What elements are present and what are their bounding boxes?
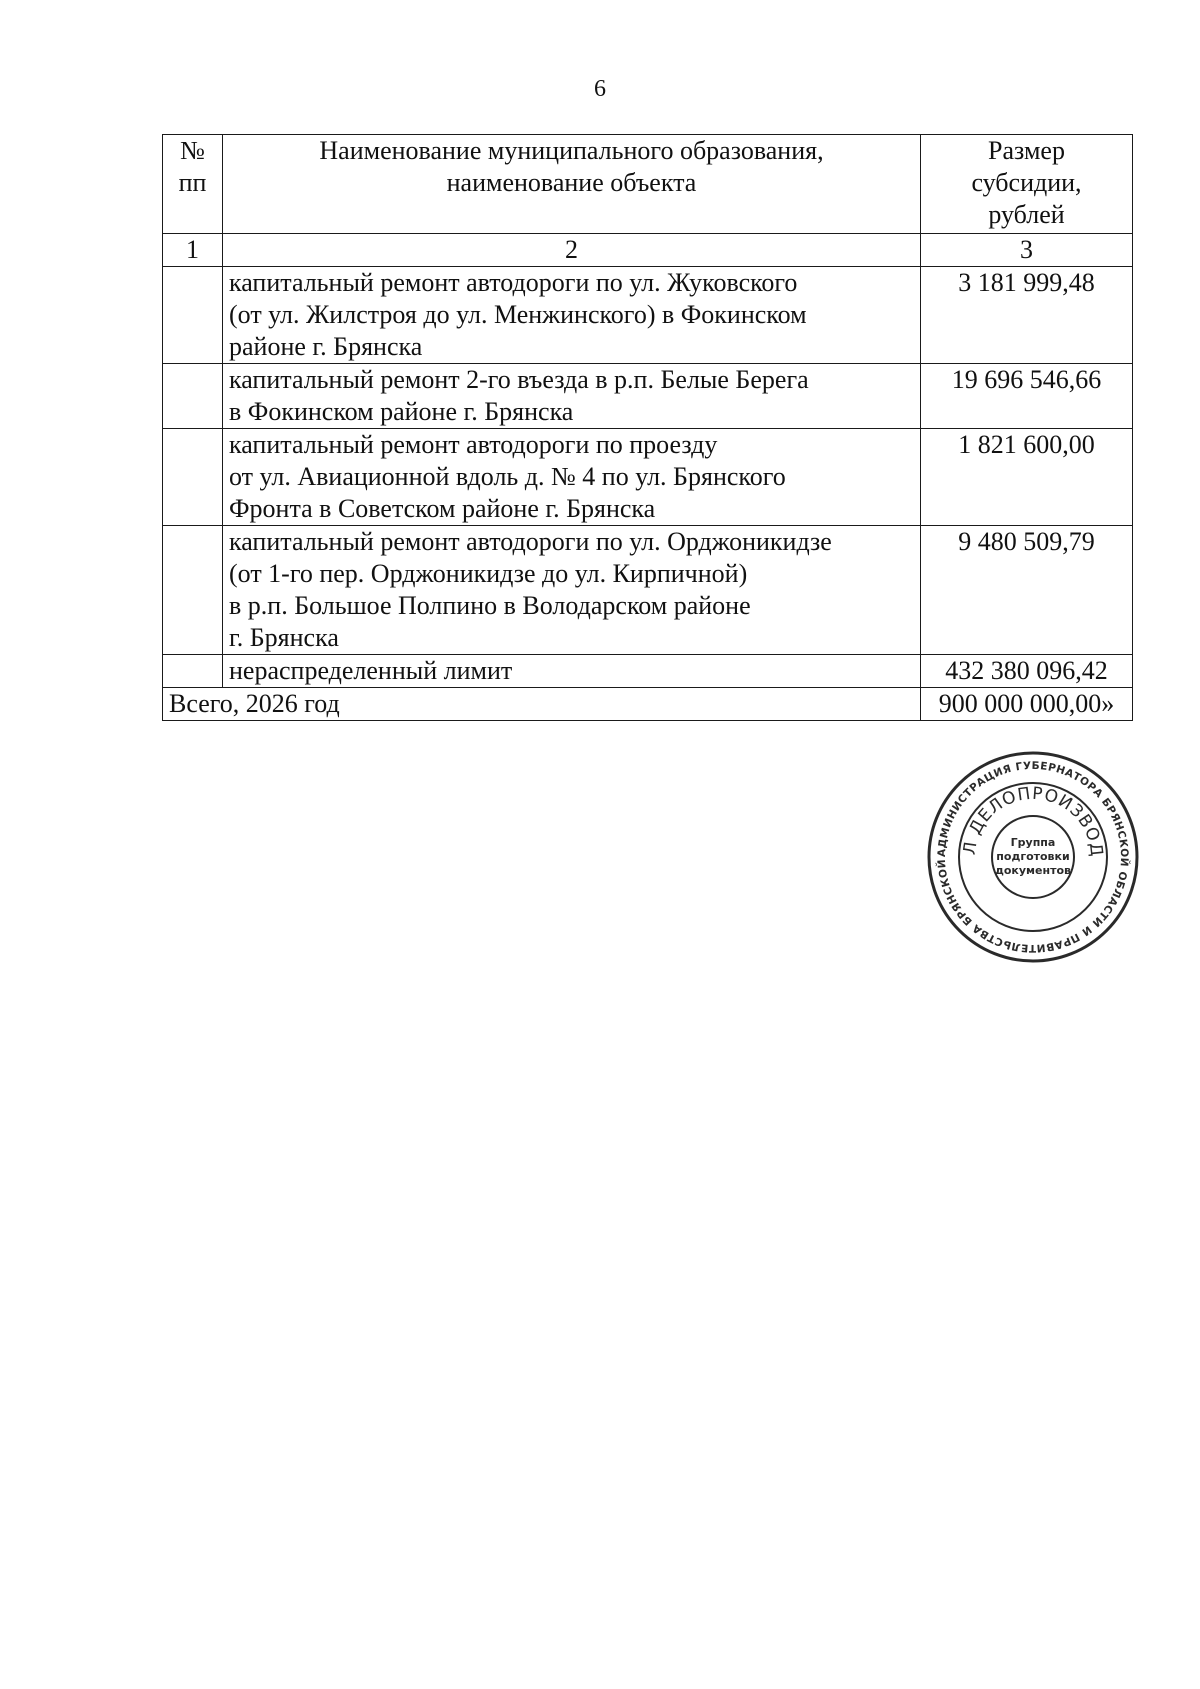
- total-amount-cell: 900 000 000,00»: [921, 688, 1133, 721]
- header-number-cell: № пп: [163, 135, 223, 234]
- total-row: [163, 688, 1133, 721]
- header-amount-cell: Размер субсидии, рублей: [921, 135, 1133, 234]
- column-number-row: [163, 234, 1133, 267]
- table-header-row: [163, 135, 1133, 234]
- column-number-3: 3: [921, 234, 1133, 267]
- office-stamp: [926, 750, 1140, 964]
- subsidy-table: [162, 134, 1133, 721]
- table-row: [163, 429, 1133, 526]
- stamp-outer-text: АДМИНИСТРАЦИЯ ГУБЕРНАТОРА БРЯНСКОЙ ОБЛАСТИ И ПРАВИТЕЛЬСТВА БРЯНСКОЙ: [935, 759, 1131, 955]
- row-number-cell: [163, 364, 223, 429]
- stamp-graphic: [926, 750, 1140, 964]
- row-number-cell: [163, 429, 223, 526]
- stamp-center-line-3: документов: [994, 864, 1072, 877]
- row-number-cell: [163, 655, 223, 688]
- header-name-cell: Наименование муниципального образования, наименование объекта: [223, 135, 921, 234]
- amount-cell: 9 480 509,79: [921, 526, 1133, 655]
- amount-cell: 19 696 546,66: [921, 364, 1133, 429]
- object-name-cell: нераспределенный лимит: [223, 655, 921, 688]
- page-number: 6: [594, 76, 606, 102]
- table-row: [163, 655, 1133, 688]
- amount-cell: 432 380 096,42: [921, 655, 1133, 688]
- row-number-cell: [163, 526, 223, 655]
- object-name-cell: капитальный ремонт автодороги по ул. Жуковского (от ул. Жилстроя до ул. Менжинского) в Фокинском районе г. Брянска: [223, 267, 921, 364]
- total-label-cell: Всего, 2026 год: [163, 688, 921, 721]
- table-row: [163, 267, 1133, 364]
- amount-cell: 1 821 600,00: [921, 429, 1133, 526]
- object-name-cell: капитальный ремонт 2-го въезда в р.п. Белые Берега в Фокинском районе г. Брянска: [223, 364, 921, 429]
- column-number-2: 2: [223, 234, 921, 267]
- object-name-cell: капитальный ремонт автодороги по проезду от ул. Авиационной вдоль д. № 4 по ул. Брянского Фронта в Советском районе г. Брянска: [223, 429, 921, 526]
- stamp-inner-text: Л ДЕЛОПРОИЗВОД: [959, 783, 1107, 859]
- object-name-cell: капитальный ремонт автодороги по ул. Орджоникидзе (от 1-го пер. Орджоникидзе до ул. Кирпичной) в р.п. Большое Полпино в Володарском районе г. Брянска: [223, 526, 921, 655]
- stamp-center-line-1: Группа: [1010, 836, 1056, 849]
- stamp-center-line-2: подготовки: [996, 850, 1070, 863]
- table-row: [163, 526, 1133, 655]
- column-number-1: 1: [163, 234, 223, 267]
- amount-cell: 3 181 999,48: [921, 267, 1133, 364]
- row-number-cell: [163, 267, 223, 364]
- table-row: [163, 364, 1133, 429]
